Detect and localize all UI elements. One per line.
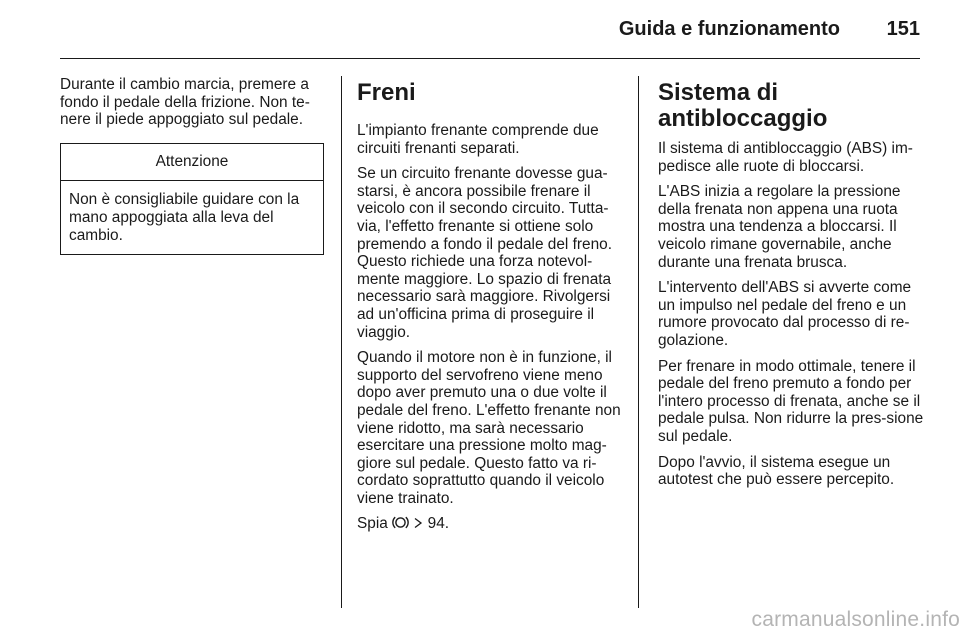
section-heading-abs: Sistema di antibloccaggio bbox=[658, 79, 828, 132]
warning-title: Attenzione bbox=[61, 144, 323, 182]
column-right bbox=[658, 76, 924, 497]
abs-paragraph-5: Dopo l'avvio, il sistema esegue un autotest che può essere percepito. bbox=[658, 453, 895, 489]
lamp-reference-page[interactable]: 94. bbox=[427, 515, 450, 533]
site-watermark: carmanualsonline.info bbox=[751, 608, 960, 631]
reference-arrow-icon bbox=[413, 516, 423, 528]
section-heading-freni: Freni bbox=[357, 79, 416, 106]
lamp-reference bbox=[357, 515, 625, 533]
brake-warning-lamp-icon bbox=[392, 515, 409, 530]
lamp-reference-prefix: Spia bbox=[357, 515, 388, 533]
abs-paragraph-3: L'intervento dell'ABS si avverte come un impulso nel pedale del freno e un rumore provocato dal processo di re-golazione. bbox=[658, 279, 912, 349]
column-left bbox=[60, 76, 326, 255]
column-divider-right bbox=[638, 76, 639, 608]
brakes-paragraph-2: Se un circuito frenante dovesse gua-starsi, è ancora possibile frenare il veicolo con il secondo circuito. Tutta-via, l'effetto frenante si ottiene solo premendo a fondo il pedale del freno. Questo richiede una forza notevol-mente maggiore. Lo spazio di frenata necessario sarà maggiore. Rivolgersi ad un'officina prima di proseguire il viaggio. bbox=[357, 165, 612, 341]
header-divider bbox=[60, 58, 920, 59]
abs-paragraph-1: Il sistema di antibloccaggio (ABS) im-pedisce alle ruote di bloccarsi. bbox=[658, 140, 913, 175]
warning-box bbox=[60, 143, 324, 255]
brakes-paragraph-1: L'impianto frenante comprende due circuiti frenanti separati. bbox=[357, 122, 599, 157]
column-middle bbox=[357, 76, 625, 541]
abs-paragraph-4: Per frenare in modo ottimale, tenere il pedale del freno premuto a fondo per l'intero processo di frenata, anche se il pedale pulsa. Non ridurre la pres-sione sul pedale. bbox=[658, 357, 924, 445]
running-header-title: Guida e funzionamento bbox=[618, 18, 840, 40]
abs-paragraph-2: L'ABS inizia a regolare la pressione della frenata non appena una ruota mostra una tendenza a bloccarsi. Il veicolo rimane governabile, anche durante una frenata brusca. bbox=[658, 183, 901, 271]
brakes-paragraph-3: Quando il motore non è in funzione, il supporto del servofreno viene meno dopo aver premuto una o due volte il pedale del freno. L'effetto frenante non viene ridotto, ma sarà necessario esercitare una pressione molto mag-giore sul pedale. Questo fatto va ri-cordato soprattutto quando il veicolo viene trainato. bbox=[357, 349, 621, 507]
column-divider-left bbox=[341, 76, 342, 608]
warning-text: Non è consigliabile guidare con la mano appoggiata alla leva del cambio. bbox=[69, 191, 300, 244]
clutch-paragraph: Durante il cambio marcia, premere a fondo il pedale della frizione. Non te-nere il piede appoggiato sul pedale. bbox=[60, 76, 310, 129]
page-number: 151 bbox=[886, 18, 920, 40]
